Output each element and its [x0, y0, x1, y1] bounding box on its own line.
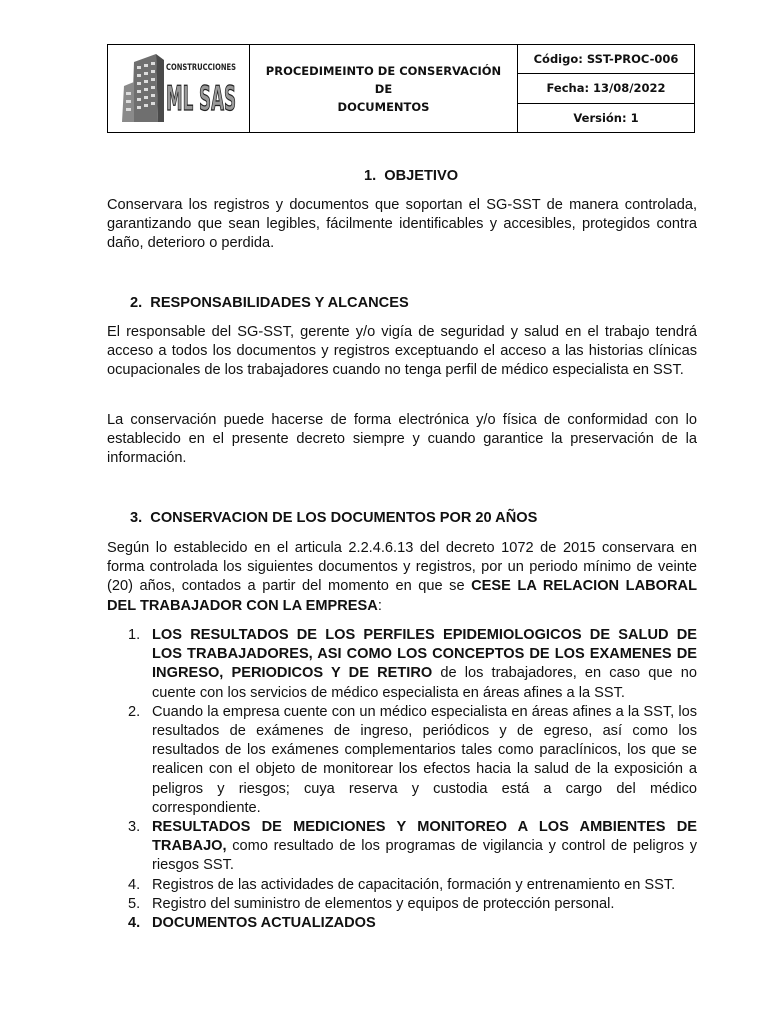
section-number: 1. [364, 168, 377, 184]
document-version: Versión: 1 [573, 110, 639, 125]
document-title [250, 45, 518, 132]
section-3-heading [130, 510, 537, 526]
section-title: CONSERVACION DE LOS DOCUMENTOS POR 20 AÑOS [150, 510, 538, 526]
section-2-paragraph-2: La conservación puede hacerse de forma electrónica y/o física de conformidad con lo establecido en el presente decreto siempre y cuando garantice la preservación de la información. [107, 412, 697, 467]
section-title: OBJETIVO [384, 168, 459, 184]
document-title-line1: PROCEDIMEINTO DE CONSERVACIÓN DE [265, 63, 502, 96]
list-item-text: de los trabajadores, en caso que no cuente con los servicios de médico especialista en áreas afines a la SST. [152, 665, 697, 701]
list-item [107, 876, 697, 895]
document-meta [518, 45, 694, 132]
list-item-number: 5. [128, 895, 141, 912]
list-item [107, 703, 697, 818]
list-item-text: Cuando la empresa cuente con un médico especialista en áreas afines a la SST, los resultados de exámenes de ingreso, periódicos y de egreso, así como los resultados de los exámenes complementarios tales como paraclínicos, los que se realicen con el objeto de monitorear los efectos hacia la salud de la exposición a peligros y riesgos; cuya reserva y custodia está a cargo del médico correspondiente. [152, 703, 697, 816]
document-code: Código: SST-PROC-006 [518, 45, 694, 74]
list-item-number: 3. [128, 819, 141, 836]
section-1-heading [364, 168, 458, 184]
section-3-paragraph [107, 539, 697, 616]
paragraph-text-end: : [377, 597, 382, 614]
paragraph-bold-text: CESE LA RELACION LABORAL DEL TRABAJADOR CON LA EMPRESA [107, 578, 697, 614]
list-item-number: 2. [128, 703, 141, 720]
company-logo [108, 45, 250, 132]
section-4-heading [107, 914, 697, 933]
logo-text-construcciones: CONSTRUCCIONES [165, 62, 236, 73]
list-item [107, 818, 697, 876]
list-item-text: Registro del suministro de elementos y equipos de protección personal. [152, 895, 615, 912]
paragraph-text: Según lo establecido en el articula 2.2.4.6.13 del decreto 1072 de 2015 conservara en forma controlada los siguientes documentos y registros, por un periodo mínimo de veinte (20) años, contados a partir del momento en que se [107, 540, 697, 595]
document-header-table [107, 44, 695, 133]
retention-documents-list [107, 626, 697, 933]
list-item [107, 895, 697, 914]
section-number: 4. [128, 915, 141, 932]
list-item-text: como resultado de los programas de vigilancia y control de peligros y riesgos SST. [152, 838, 697, 874]
list-item-bold-text: RESULTADOS DE MEDICIONES Y MONITOREO A LOS AMBIENTES DE TRABAJO, [152, 819, 697, 855]
section-2-heading [130, 295, 409, 311]
list-item-number: 4. [128, 876, 141, 893]
section-2-paragraph-1: El responsable del SG-SST, gerente y/o vigía de seguridad y salud en el trabajo tendrá acceso a todos los documentos y registros exceptuando el acceso a las historias clínicas ocupacionales de los trabajadores cuando no tenga perfil de médico especialista en SST. [107, 324, 697, 379]
section-number: 3. [130, 510, 143, 526]
document-title-line2: DOCUMENTOS [337, 99, 430, 114]
section-title: RESPONSABILIDADES Y ALCANCES [150, 295, 409, 311]
list-item [107, 626, 697, 703]
section-number: 2. [130, 295, 143, 311]
document-date: Fecha: 13/08/2022 [518, 74, 694, 103]
logo-text-ml-sas: ML SAS [165, 78, 236, 119]
section-title: DOCUMENTOS ACTUALIZADOS [152, 915, 376, 932]
list-item-number: 1. [128, 627, 141, 643]
building-logo-icon [120, 52, 238, 126]
list-item-text: Registros de las actividades de capacitación, formación y entrenamiento en SST. [152, 876, 676, 893]
section-1-paragraph: Conservara los registros y documentos que soportan el SG-SST de manera controlada, garantizando que sean legibles, fácilmente identificables y accesibles, protegidos contra daño, deterioro o perdida. [107, 197, 697, 252]
list-item-bold-text: LOS RESULTADOS DE LOS PERFILES EPIDEMIOLOGICOS DE SALUD DE LOS TRABAJADORES, ASI COMO LOS CONCEPTOS DE LOS EXAMENES DE INGRESO, PERIODICOS Y DE RETIRO [152, 627, 697, 682]
